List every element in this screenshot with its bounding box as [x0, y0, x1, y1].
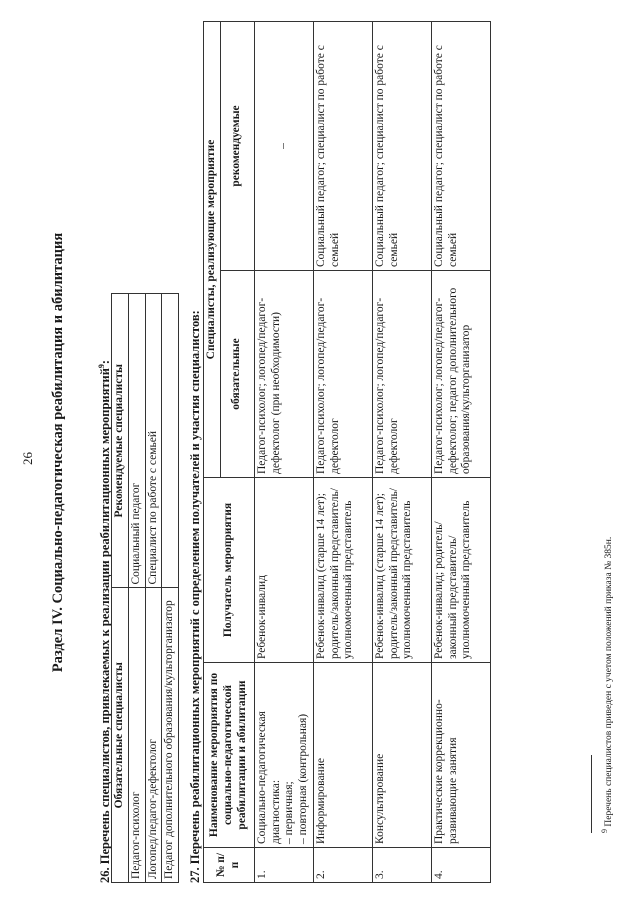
measures-table — [203, 21, 491, 883]
measure-name: Социально-педагогическая диагностика: — [255, 711, 282, 844]
footnote-divider — [591, 755, 592, 833]
row-number: 3. — [372, 848, 431, 883]
measure-name-cell: Консультирование — [372, 663, 431, 848]
recipient-cell: Ребенок-инвалид (старше 14 лет); родитель/законный представитель/уполномоченный представитель — [372, 478, 431, 663]
recommended-cell: Социальный педагог — [128, 294, 145, 589]
table-row — [372, 22, 431, 883]
required-cell: Логопед/педагог-дефектолог — [145, 588, 162, 883]
col-recipient: Получатель мероприятия — [204, 478, 255, 663]
table-row — [145, 294, 162, 883]
row-number: 2. — [313, 848, 372, 883]
recommended-cell: Социальный педагог; специалист по работе с семьей — [313, 22, 372, 271]
measure-sublist — [283, 666, 311, 844]
table-row — [254, 22, 313, 883]
table-row — [313, 22, 372, 883]
col-num: № п/п — [204, 848, 255, 883]
col-required-specialists: Обязательные специалисты — [112, 588, 129, 883]
required-cell: Педагог-психолог; логопед/педагог-дефектолог — [313, 271, 372, 478]
row-number: 1. — [254, 848, 313, 883]
col-required: обязательные — [220, 271, 254, 478]
section-27-heading: 27. Перечень реабилитационных мероприятий с определением получателей и участия специалистов: — [188, 310, 202, 883]
col-recommended-specialists: Рекомендуемые специалисты — [112, 294, 129, 589]
table-row — [431, 22, 490, 883]
table-row — [162, 294, 179, 883]
section-26-heading-tail: : — [98, 359, 113, 365]
recommended-cell — [162, 294, 179, 589]
list-item: – первичная; — [283, 666, 297, 844]
row-number: 4. — [431, 848, 490, 883]
footnote-text: Перечень специалистов приведен с учетом положений приказа № 385н. — [604, 536, 615, 827]
recommended-cell: – — [254, 22, 313, 271]
table-row — [128, 294, 145, 883]
col-specialists: Специалисты, реализующие мероприятие — [204, 22, 221, 478]
footnote-ref: 9 — [97, 364, 106, 369]
measure-name-cell: Практические коррекционно-развивающие занятия — [431, 663, 490, 848]
recommended-cell: Специалист по работе с семьей — [145, 294, 162, 589]
footnote-mark: 9 — [600, 829, 609, 833]
page-number: 26 — [20, 452, 35, 465]
measure-name-cell: Информирование — [313, 663, 372, 848]
footnote — [600, 537, 614, 833]
recommended-cell: Социальный педагог; специалист по работе с семьей — [372, 22, 431, 271]
required-cell: Педагог-психолог; логопед/педагог-дефектолог; педагог дополнительного образования/культорганизатор — [431, 271, 490, 478]
section-title: Раздел IV. Социально-педагогическая реабилитация и абилитация — [50, 232, 66, 673]
required-cell: Педагог-психолог; логопед/педагог-дефектолог (при необходимости) — [254, 271, 313, 478]
required-cell: Педагог-психолог; логопед/педагог-дефектолог — [372, 271, 431, 478]
col-measure-name: Наименование мероприятия по социально-педагогической реабилитации и абилитации — [204, 663, 255, 848]
required-cell: Педагог-психолог — [128, 588, 145, 883]
recommended-cell: Социальный педагог; специалист по работе с семьей — [431, 22, 490, 271]
required-cell: Педагог дополнительного образования/культорганизатор — [162, 588, 179, 883]
recipient-cell: Ребенок-инвалид; родитель/законный представитель/уполномоченный представитель — [431, 478, 490, 663]
col-recommended: рекомендуемые — [220, 22, 254, 271]
section-26-heading-text: 26. Перечень специалистов, привлекаемых к реализации реабилитационных мероприятий — [98, 368, 113, 883]
measure-name-cell — [254, 663, 313, 848]
recipient-cell: Ребенок-инвалид (старше 14 лет); родитель/законный представитель/уполномоченный представитель — [313, 478, 372, 663]
recipient-cell: Ребенок-инвалид — [254, 478, 313, 663]
specialists-table — [111, 293, 179, 883]
list-item: – повторная (контрольная) — [297, 666, 311, 844]
